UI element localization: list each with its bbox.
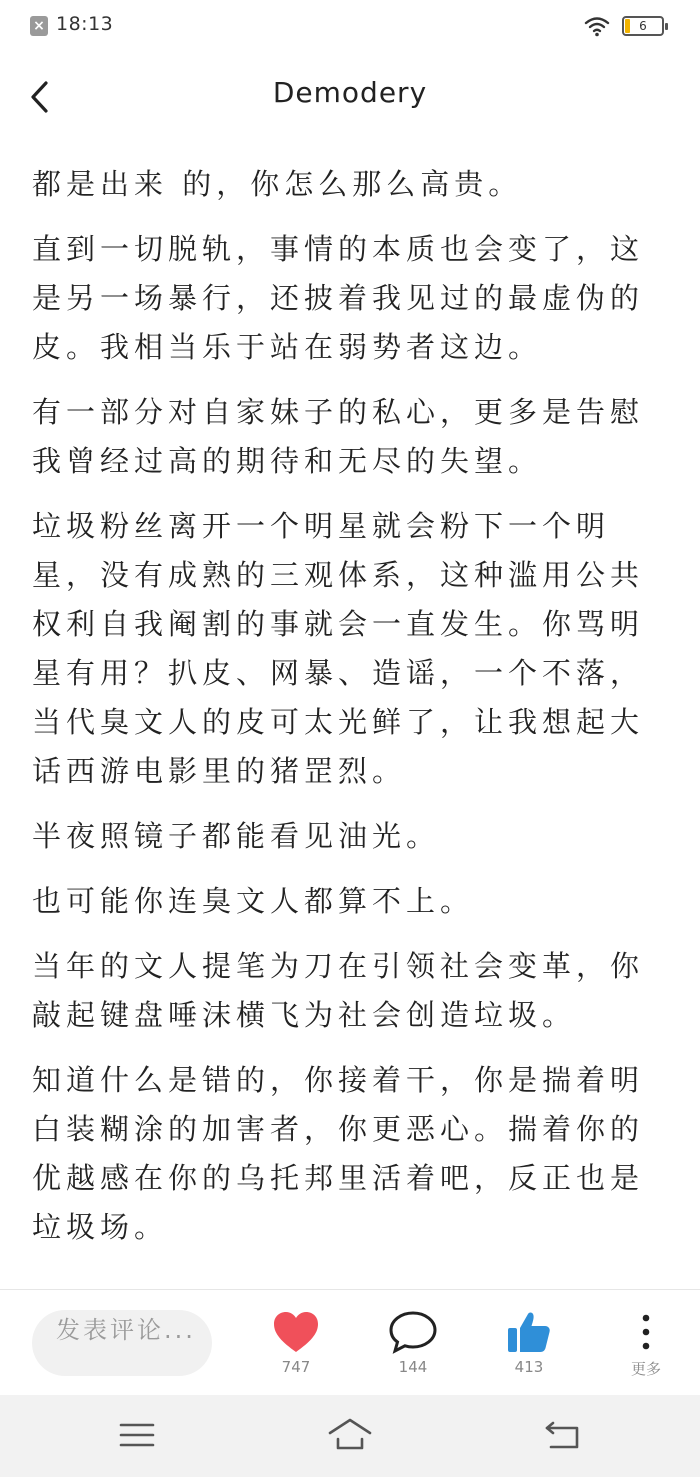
action-bar	[0, 1289, 700, 1396]
more-button[interactable]	[610, 1310, 682, 1379]
comment-count: 144	[398, 1358, 428, 1376]
like-button[interactable]	[260, 1310, 332, 1376]
paragraph: 半夜照镜子都能看见油光。	[32, 819, 441, 853]
status-time: 18:13	[56, 13, 114, 35]
paragraph: 有一部分对自家妹子的私心，更多是告慰我曾经过高的期待和无尽的失望。	[32, 395, 645, 478]
like-count: 747	[281, 1358, 311, 1376]
paragraph: 当年的文人提笔为刀在引领社会变革，你敲起键盘唾沫横飞为社会创造垃圾。	[32, 949, 645, 1032]
battery-level: 6	[639, 19, 647, 33]
header	[0, 60, 700, 136]
thumb-count: 413	[514, 1358, 544, 1376]
more-vertical-icon	[636, 1310, 656, 1354]
battery-icon	[622, 16, 664, 36]
page-title: Demodery	[272, 76, 428, 109]
comment-input[interactable]: 发表评论...	[32, 1310, 212, 1376]
home-icon	[326, 1417, 374, 1453]
menu-nav-button[interactable]	[115, 1417, 159, 1453]
paragraph: 垃圾粉丝离开一个明星就会粉下一个明星，没有成熟的三观体系，这种滥用公共权利自我阉割的事就会一直发生。你骂明星有用？扒皮、网暴、造谣，一个不落，当代臭文人的皮可太光鲜了，让我想起大话西游电影里的猪罡烈。	[32, 509, 645, 788]
paragraph: 知道什么是错的，你接着干，你是揣着明白装糊涂的加害者，你更恶心。揣着你的优越感在你的乌托邦里活着吧，反正也是垃圾场。	[32, 1063, 645, 1244]
paragraph: 都是出来 的，你怎么那么高贵。	[32, 167, 523, 201]
status-bar	[0, 0, 700, 54]
heart-shape	[274, 1312, 318, 1352]
thumbs-up-icon	[506, 1310, 552, 1354]
menu-icon	[115, 1417, 159, 1453]
comment-button[interactable]	[377, 1310, 449, 1376]
paragraph: 也可能你连臭文人都算不上。	[32, 884, 475, 918]
thumb-cuff	[508, 1328, 517, 1352]
paragraph: 直到一切脱轨，事情的本质也会变了，这是另一场暴行，还披着我见过的最虚伪的皮。我相当乐于站在弱势者这边。	[32, 232, 645, 364]
heart-icon	[272, 1310, 320, 1354]
speech-bubble-icon	[388, 1310, 438, 1354]
more-label: 更多	[630, 1360, 661, 1378]
post-content	[32, 160, 672, 1268]
thumb-hand	[520, 1313, 550, 1353]
home-nav-button[interactable]	[326, 1417, 374, 1453]
back-nav-button[interactable]	[541, 1417, 585, 1453]
close-x-icon: ×	[30, 16, 48, 36]
thumb-up-button[interactable]	[493, 1310, 565, 1376]
return-icon	[541, 1417, 585, 1453]
wifi-icon	[584, 15, 610, 37]
system-nav-bar	[0, 1395, 700, 1477]
